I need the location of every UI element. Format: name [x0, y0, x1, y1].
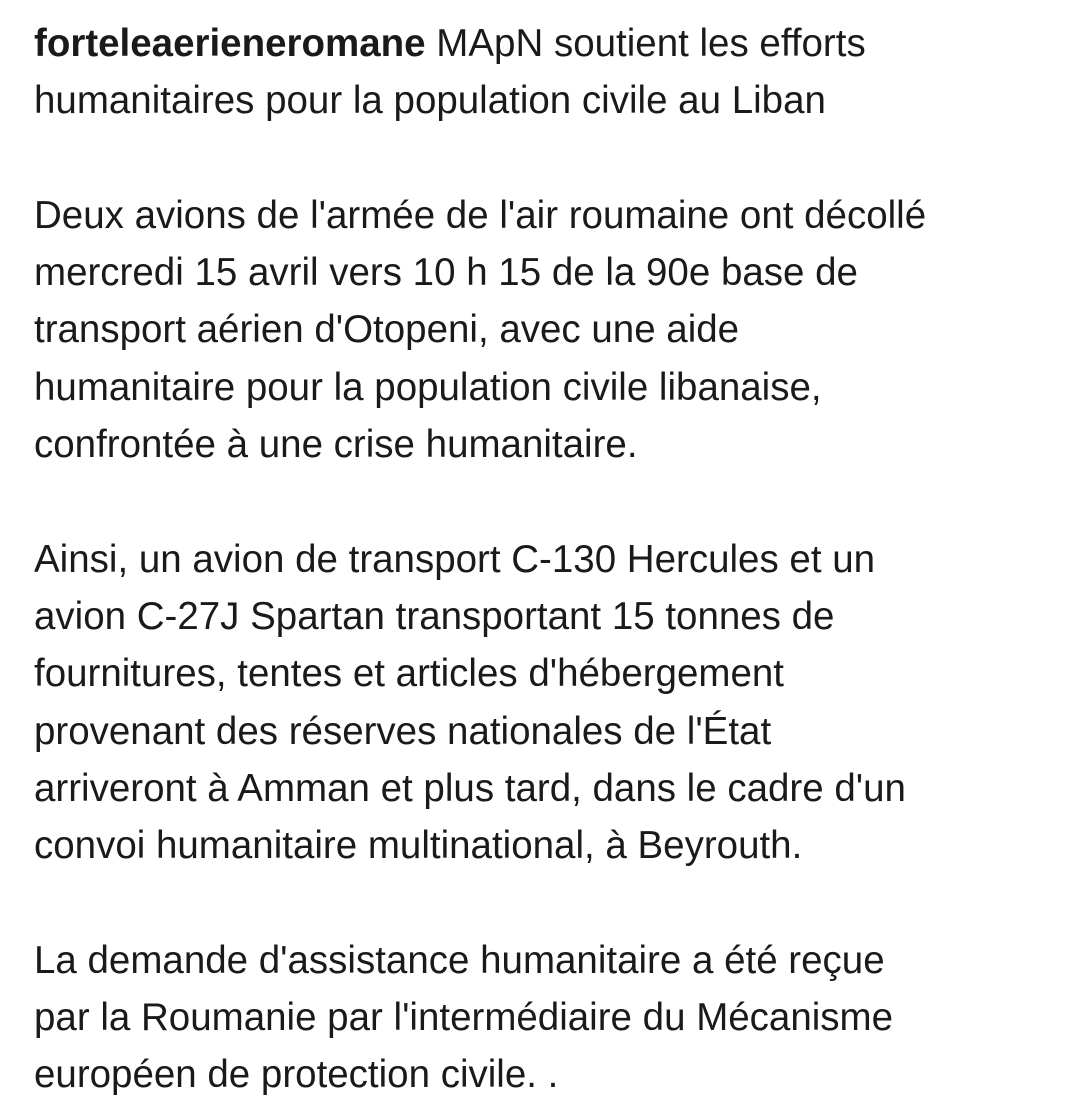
caption-paragraph-2: [34, 531, 1054, 875]
username-link[interactable]: forteleaerieneromane: [34, 22, 426, 65]
caption-paragraph-3: [34, 932, 1054, 1104]
caption-line: Deux avions de l'armée de l'air roumaine ont décollé: [34, 193, 927, 237]
caption-line: fournitures, tentes et articles d'hébergement: [34, 652, 784, 696]
caption-title-text: MApN soutient les efforts: [436, 22, 866, 65]
caption-title: [34, 15, 1054, 130]
caption-line: convoi humanitaire multinational, à Beyrouth.: [34, 824, 803, 868]
caption-paragraph-1: [34, 187, 1054, 473]
caption-line: par la Roumanie par l'intermédiaire du Mécanisme: [34, 996, 894, 1040]
caption-line: européen de protection civile. .: [34, 1053, 559, 1097]
caption-line: humanitaire pour la population civile libanaise,: [34, 365, 822, 409]
caption-line: confrontée à une crise humanitaire.: [34, 423, 638, 467]
caption-line: Ainsi, un avion de transport C-130 Hercules et un: [34, 537, 876, 581]
caption-line: provenant des réserves nationales de l'État: [34, 709, 772, 753]
previous-text-fragment: [30, 0, 760, 4]
caption-title-line-2: humanitaires pour la population civile au Liban: [34, 79, 826, 123]
caption-line: La demande d'assistance humanitaire a été reçue: [34, 938, 885, 982]
caption-line: avion C-27J Spartan transportant 15 tonnes de: [34, 594, 835, 638]
post-caption: [34, 15, 1054, 1104]
caption-line: arriveront à Amman et plus tard, dans le cadre d'un: [34, 766, 906, 810]
caption-line: mercredi 15 avril vers 10 h 15 de la 90e base de: [34, 251, 858, 295]
caption-line: transport aérien d'Otopeni, avec une aide: [34, 308, 740, 352]
caption-title-line-1: [34, 15, 1054, 72]
